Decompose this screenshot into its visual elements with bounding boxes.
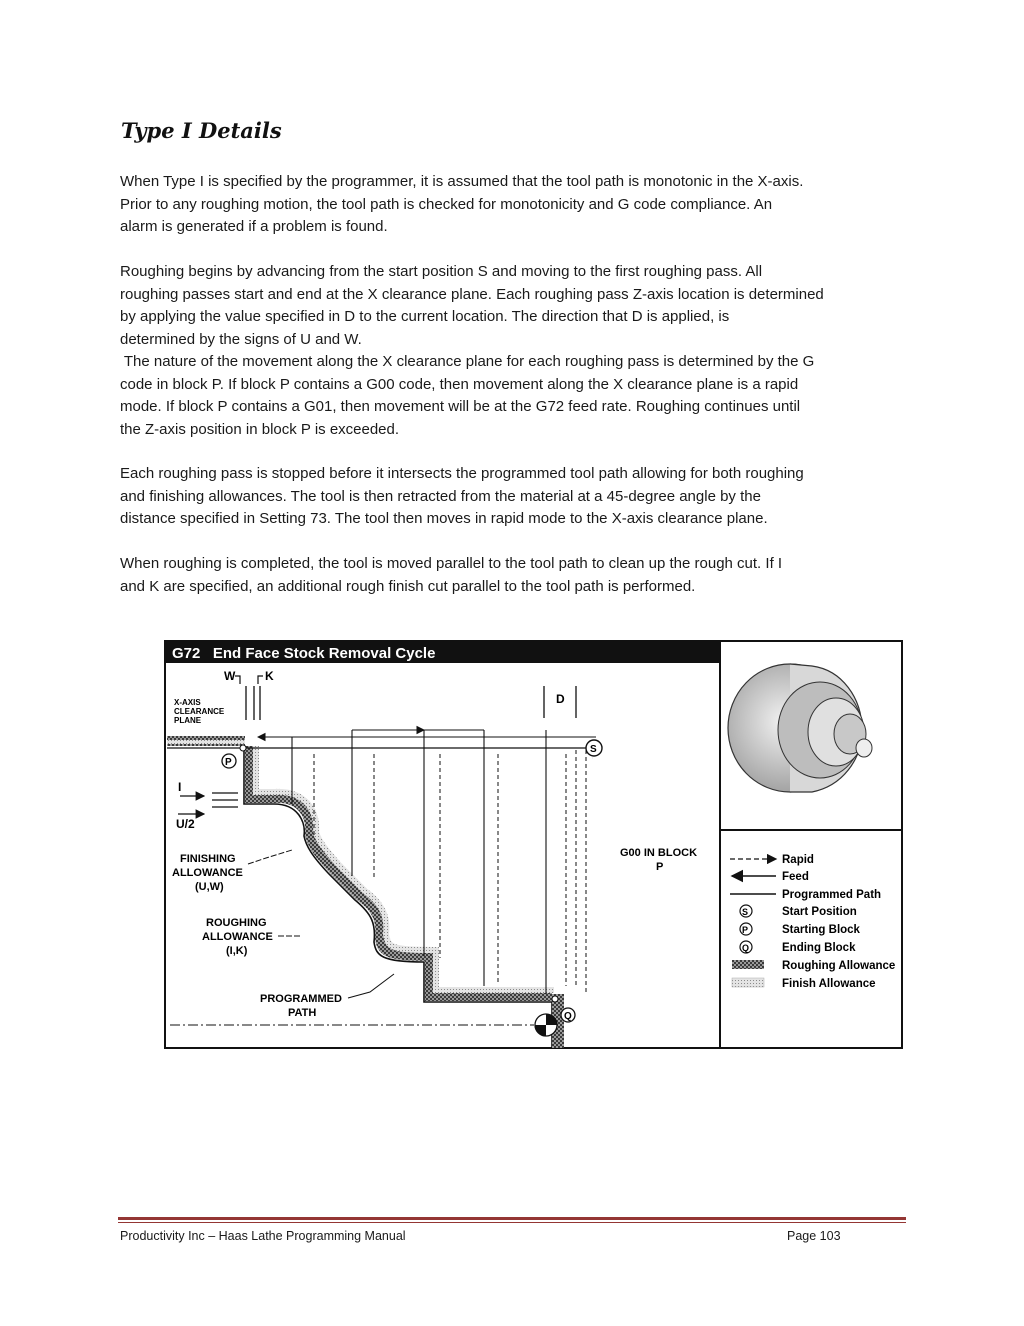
- text-line: the Z-axis position in block P is exceeded.: [120, 420, 400, 438]
- text-line: by applying the value specified in D to the current location. The direction that D is applied, is: [120, 308, 730, 325]
- k-label: K: [265, 669, 274, 683]
- roughing-allowance-label-2: ALLOWANCE: [202, 931, 273, 943]
- legend-feed-label: Feed: [782, 871, 809, 883]
- figure-title: G72 End Face Stock Removal Cycle: [172, 645, 436, 662]
- q-marker-label: Q: [564, 1011, 572, 1022]
- paragraph-type-i-intro: [120, 171, 920, 239]
- footer-rule-thin: [118, 1222, 906, 1223]
- s-marker-label: S: [590, 744, 597, 755]
- w-label: W: [224, 669, 236, 683]
- legend-programmed-path-label: Programmed Path: [782, 889, 882, 901]
- text-line: When roughing is completed, the tool is moved parallel to the tool path to clean up the rough cut. If I: [120, 555, 783, 572]
- x-axis-clearance-label-3: PLANE: [174, 716, 202, 725]
- text-line: and K are specified, an additional rough finish cut parallel to the tool path is performed.: [120, 577, 696, 595]
- text-line: mode. If block P contains a G01, then movement will be at the G72 feed rate. Roughing continues until: [120, 398, 801, 415]
- legend-finish-allowance-label: Finish Allowance: [782, 978, 876, 990]
- section-heading: Type I Details: [121, 118, 282, 143]
- footer-title: Productivity Inc – Haas Lathe Programming Manual: [120, 1229, 406, 1243]
- roughing-allowance-label-3: (I,K): [226, 945, 248, 957]
- text-line: determined by the signs of U and W.: [120, 330, 362, 348]
- legend-start-position-label: Start Position: [782, 906, 857, 918]
- x-axis-clearance-label-2: CLEARANCE: [174, 707, 225, 716]
- centerline-symbol: [535, 1014, 557, 1036]
- page-number: Page 103: [787, 1229, 841, 1243]
- roughing-allowance-label: ROUGHING: [206, 917, 267, 929]
- legend-q-symbol: Q: [742, 943, 750, 953]
- d-label: D: [556, 692, 565, 706]
- footer-rule-thick: [118, 1217, 906, 1220]
- g00-block-label: G00 IN BLOCK: [620, 847, 698, 859]
- legend-p-symbol: P: [742, 925, 749, 935]
- g72-cycle-diagram: [162, 638, 906, 1054]
- legend-starting-block-label: Starting Block: [782, 924, 860, 936]
- text-line: roughing passes start and end at the X clearance plane. Each roughing pass Z-axis location is determined: [120, 285, 824, 303]
- programmed-path-label-2: PATH: [288, 1007, 317, 1019]
- x-axis-clearance-label: X-AXIS: [174, 698, 201, 707]
- legend-roughing-allowance-label: Roughing Allowance: [782, 960, 896, 972]
- programmed-path-label: PROGRAMMED: [260, 993, 342, 1005]
- text-line: Each roughing pass is stopped before it intersects the programmed tool path allowing for both roughing: [120, 465, 804, 482]
- text-line: alarm is generated if a problem is found.: [120, 218, 388, 235]
- paragraph-roughing-pass: [120, 463, 920, 531]
- u2-label: U/2: [176, 817, 195, 831]
- legend-ending-block-label: Ending Block: [782, 942, 856, 954]
- i-label: I: [178, 780, 182, 794]
- finishing-allowance-label-3: (U,W): [195, 881, 224, 893]
- finishing-allowance-label: FINISHING: [180, 853, 236, 865]
- text-line: When Type I is specified by the programmer, it is assumed that the tool path is monotonic in the X-axis.: [120, 173, 804, 190]
- paragraph-roughing-completed: [120, 553, 920, 598]
- text-line: Roughing begins by advancing from the start position S and moving to the first roughing pass. All: [120, 263, 763, 280]
- legend-rapid-label: Rapid: [782, 854, 814, 866]
- g00-block-label-2: P: [656, 861, 664, 873]
- paragraph-roughing-begins: [120, 261, 920, 441]
- text-line: distance specified in Setting 73. The tool then moves in rapid mode to the X-axis clearance plane.: [120, 510, 768, 527]
- text-line: and finishing allowances. The tool is then retracted from the material at a 45-degree angle by the: [120, 487, 761, 505]
- text-line: code in block P. If block P contains a G00 code, then movement along the X clearance plane is a rapid: [120, 375, 799, 393]
- text-line: The nature of the movement along the X clearance plane for each roughing pass is determined by the G: [120, 353, 815, 370]
- legend-s-symbol: S: [742, 907, 749, 917]
- finishing-allowance-label-2: ALLOWANCE: [172, 867, 243, 879]
- p-marker-label: P: [225, 757, 232, 768]
- text-line: Prior to any roughing motion, the tool path is checked for monotonicity and G code compliance. An: [120, 195, 773, 213]
